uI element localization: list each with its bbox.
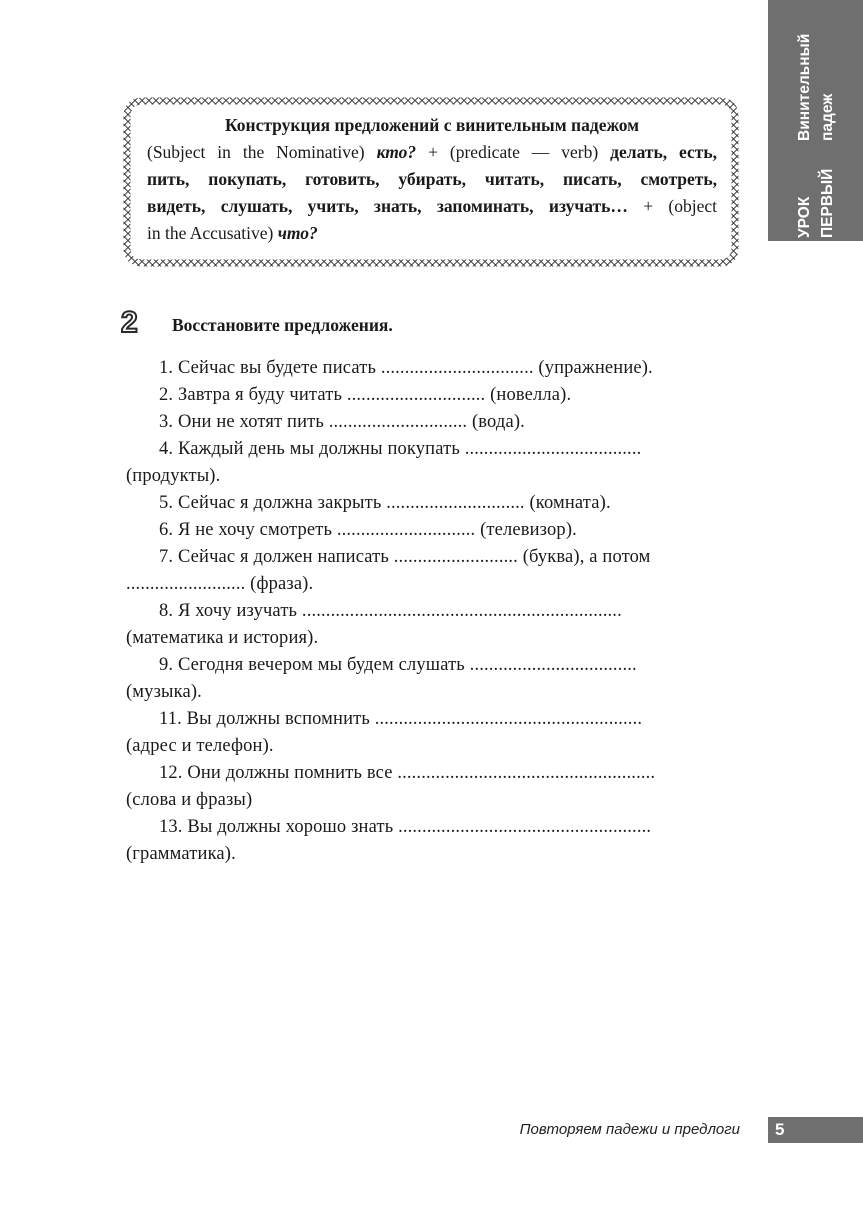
predicate-intro: (predicate — verb) — [449, 142, 599, 162]
subject-question: кто? — [376, 142, 417, 162]
object-intro-b: in the Accusative) — [147, 223, 274, 243]
exercise-line: 5. Сейчас я должна закрыть ............................. (комната). — [159, 493, 611, 513]
exercise-line: (адрес и телефон). — [126, 736, 274, 756]
topic-label: Винительный падеж — [795, 34, 836, 142]
exercise-line: ......................... (фраза). — [126, 574, 314, 594]
exercise-line: (слова и фразы) — [126, 790, 253, 810]
exercise-line: 13. Вы должны хорошо знать ..................................................... — [159, 817, 652, 837]
verbs-line-1: делать, есть, — [610, 142, 718, 162]
lesson-label: УРОК ПЕРВЫЙ — [795, 168, 836, 238]
subject-intro: (Subject in the Nominative) — [147, 142, 365, 162]
exercise-number: 2 — [121, 306, 138, 339]
exercise-line: 2. Завтра я буду читать ............................. (новелла). — [159, 385, 572, 405]
exercise-line: 1. Сейчас вы будете писать ................................ (упражнение). — [159, 358, 653, 378]
rule-title: Конструкция предложений с винительным падежом — [224, 115, 640, 135]
exercise-title: Восстановите предложения. — [172, 315, 393, 335]
exercise-line: (математика и история). — [126, 628, 319, 648]
verbs-line-3: видеть, слушать, учить, знать, запоминать, изучать… — [147, 196, 628, 216]
grammar-rule-box — [121, 97, 741, 267]
exercise-line: 9. Сегодня вечером мы будем слушать ................................... — [159, 655, 637, 675]
exercise-line: (грамматика). — [126, 844, 236, 864]
page-number-tab — [768, 1117, 863, 1143]
exercise-line: 3. Они не хотят пить ............................. (вода). — [159, 412, 525, 432]
exercise-list — [126, 355, 738, 868]
exercise-line: 4. Каждый день мы должны покупать ..................................... — [159, 439, 642, 459]
exercise-line: 8. Я хочу изучать ................................................................... — [159, 601, 622, 621]
plus-sign-2: + — [643, 196, 654, 216]
exercise-line: (продукты). — [126, 466, 221, 486]
running-footer-title: Повторяем падежи и предлоги — [519, 1121, 740, 1138]
exercise-line: (музыка). — [126, 682, 202, 702]
page-number: 5 — [775, 1120, 785, 1139]
object-question: что? — [277, 223, 318, 243]
rule-text — [147, 112, 717, 247]
verbs-line-2: пить, покупать, готовить, убирать, читать, писать, смотреть, — [147, 169, 717, 189]
exercise-line: 12. Они должны помнить все ...................................................... — [159, 763, 656, 783]
exercise-line: 6. Я не хочу смотреть ............................. (телевизор). — [159, 520, 577, 540]
chapter-side-tab-text — [768, 0, 863, 241]
exercise-line: 11. Вы должны вспомнить ........................................................ — [159, 709, 643, 729]
exercise-line: 7. Сейчас я должен написать .......................... (буква), а потом — [159, 547, 651, 567]
object-intro-a: (object — [668, 196, 717, 216]
plus-sign-1: + — [428, 142, 438, 162]
